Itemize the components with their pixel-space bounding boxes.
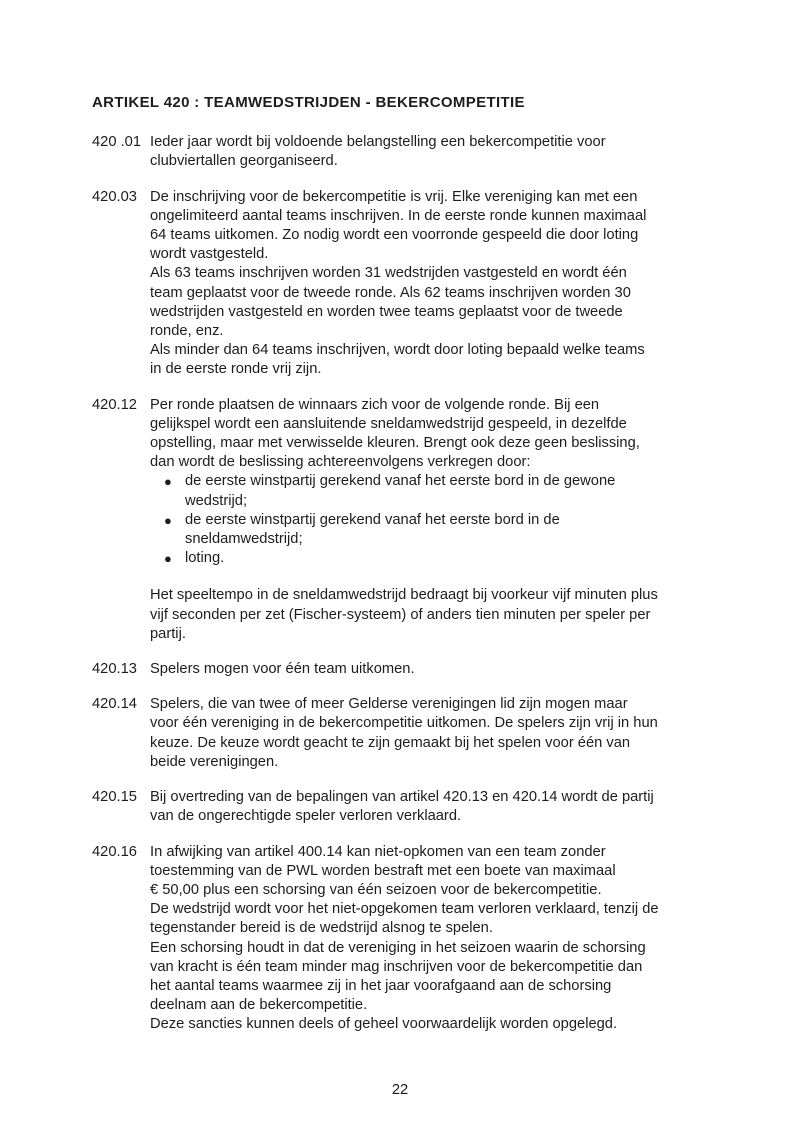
text-line: Spelers, die van twee of meer Gelderse verenigingen lid zijn mogen maar	[150, 696, 628, 713]
text-line: Per ronde plaatsen de winnaars zich voor de volgende ronde. Bij een	[150, 396, 600, 413]
article-section	[92, 695, 760, 772]
paragraph-block	[150, 586, 760, 644]
paragraph-block	[150, 695, 760, 772]
bullet-icon: ●	[164, 474, 172, 490]
paragraph-block	[150, 188, 760, 380]
text-line: de eerste winstpartij gerekend vanaf het eerste bord in de	[185, 511, 560, 528]
article-body	[150, 843, 760, 1035]
paragraph-block	[150, 133, 760, 171]
text-line: in de eerste ronde vrij zijn.	[150, 361, 322, 378]
text-line: Het speeltempo in de sneldamwedstrijd bedraagt bij voorkeur vijf minuten plus	[150, 587, 658, 604]
text-line: Deze sancties kunnen deels of geheel voorwaardelijk worden opgelegd.	[150, 1016, 618, 1033]
text-line: Bij overtreding van de bepalingen van artikel 420.13 en 420.14 wordt de partij	[150, 789, 654, 806]
text-line: opstelling, maar met verwisselde kleuren. Brengt ook deze geen beslissing,	[150, 435, 640, 452]
article-number: 420.12	[92, 396, 137, 413]
article-body	[150, 396, 760, 644]
article-body	[150, 188, 760, 380]
text-line: clubviertallen georganiseerd.	[150, 153, 338, 170]
text-line: In afwijking van artikel 400.14 kan niet-opkomen van een team zonder	[150, 843, 606, 860]
text-line: het aantal teams waarmee zij in het jaar voorafgaand aan de schorsing	[150, 977, 612, 994]
bullet-text	[185, 511, 760, 549]
text-line: van de ongerechtigde speler verloren verklaard.	[150, 808, 462, 825]
article-section	[92, 188, 760, 380]
article-section	[92, 843, 760, 1035]
text-line: voor één vereniging in de bekercompetitie uitkomen. De spelers zijn vrij in hun	[150, 715, 658, 732]
text-line: loting.	[185, 550, 225, 567]
article-number: 420.03	[92, 188, 137, 205]
text-line: ronde, enz.	[150, 323, 224, 340]
paragraph-block	[150, 396, 760, 473]
article-section	[92, 660, 760, 679]
bullet-text	[185, 549, 760, 568]
text-line: sneldamwedstrijd;	[185, 531, 303, 548]
text-line: van kracht is één team minder mag inschrijven voor de bekercompetitie dan	[150, 958, 643, 975]
text-line: keuze. De keuze wordt geacht te zijn gemaakt bij het spelen voor één van	[150, 734, 631, 751]
text-line: beide verenigingen.	[150, 753, 279, 770]
bullet-icon: ●	[164, 551, 172, 567]
text-line: team geplaatst voor de tweede ronde. Als 62 teams inschrijven worden 30	[150, 284, 631, 301]
article-number: 420 .01	[92, 134, 142, 151]
text-line: 64 teams uitkomen. Zo nodig wordt een voorronde gespeeld die door loting	[150, 227, 639, 244]
article-number: 420.14	[92, 696, 137, 713]
text-line: dan wordt de beslissing achtereenvolgens verkregen door:	[150, 454, 531, 471]
text-line: ongelimiteerd aantal teams inschrijven. In de eerste ronde kunnen maximaal	[150, 207, 647, 224]
text-line: wedstrijd;	[185, 492, 248, 509]
bullet-item	[150, 511, 760, 549]
paragraph-block	[150, 660, 760, 679]
text-line: de eerste winstpartij gerekend vanaf het eerste bord in de gewone	[185, 473, 616, 490]
text-line: wedstrijden vastgesteld en worden twee teams geplaatst voor de tweede	[150, 303, 623, 320]
paragraph-block	[150, 788, 760, 826]
article-sections	[92, 133, 760, 1034]
article-number: 420.15	[92, 789, 137, 806]
bullet-item	[150, 549, 760, 568]
article-title: ARTIKEL 420 : TEAMWEDSTRIJDEN - BEKERCOMPETITIE	[92, 94, 525, 111]
bullet-icon: ●	[164, 512, 172, 528]
page-number: 22	[391, 1082, 409, 1098]
text-line: tegenstander bereid is de wedstrijd alsnog te spelen.	[150, 920, 493, 937]
bullet-text	[185, 472, 760, 510]
article-section	[92, 396, 760, 644]
bullet-item	[150, 472, 760, 510]
text-line: De wedstrijd wordt voor het niet-opgekomen team verloren verklaard, tenzij de	[150, 901, 659, 918]
article-body	[150, 695, 760, 772]
article-section	[92, 788, 760, 826]
text-line: partij.	[150, 625, 186, 642]
article-number: 420.13	[92, 661, 137, 678]
paragraph-block	[150, 843, 760, 1035]
text-line: Als minder dan 64 teams inschrijven, wordt door loting bepaald welke teams	[150, 342, 645, 359]
text-line: Als 63 teams inschrijven worden 31 wedstrijden vastgesteld en wordt één	[150, 265, 627, 282]
text-line: Een schorsing houdt in dat de vereniging in het seizoen waarin de schorsing	[150, 939, 646, 956]
article-body	[150, 788, 760, 826]
text-line: Ieder jaar wordt bij voldoende belangstelling een bekercompetitie voor	[150, 134, 606, 151]
text-line: vijf seconden per zet (Fischer-systeem) of anders tien minuten per speler per	[150, 606, 651, 623]
text-line: deelnam aan de bekercompetitie.	[150, 997, 368, 1014]
text-line: gelijkspel wordt een aansluitende sneldamwedstrijd gespeeld, in dezelfde	[150, 415, 627, 432]
article-body	[150, 660, 760, 679]
article-section	[92, 133, 760, 171]
article-body	[150, 133, 760, 171]
text-line: € 50,00 plus een schorsing van één seizoen voor de bekercompetitie.	[150, 881, 602, 898]
text-line: wordt vastgesteld.	[150, 246, 269, 263]
article-number: 420.16	[92, 843, 137, 860]
text-line: toestemming van de PWL worden bestraft met een boete van maximaal	[150, 862, 616, 879]
text-line: Spelers mogen voor één team uitkomen.	[150, 661, 415, 678]
bullet-list	[150, 472, 760, 568]
text-line: De inschrijving voor de bekercompetitie is vrij. Elke vereniging kan met een	[150, 188, 638, 205]
